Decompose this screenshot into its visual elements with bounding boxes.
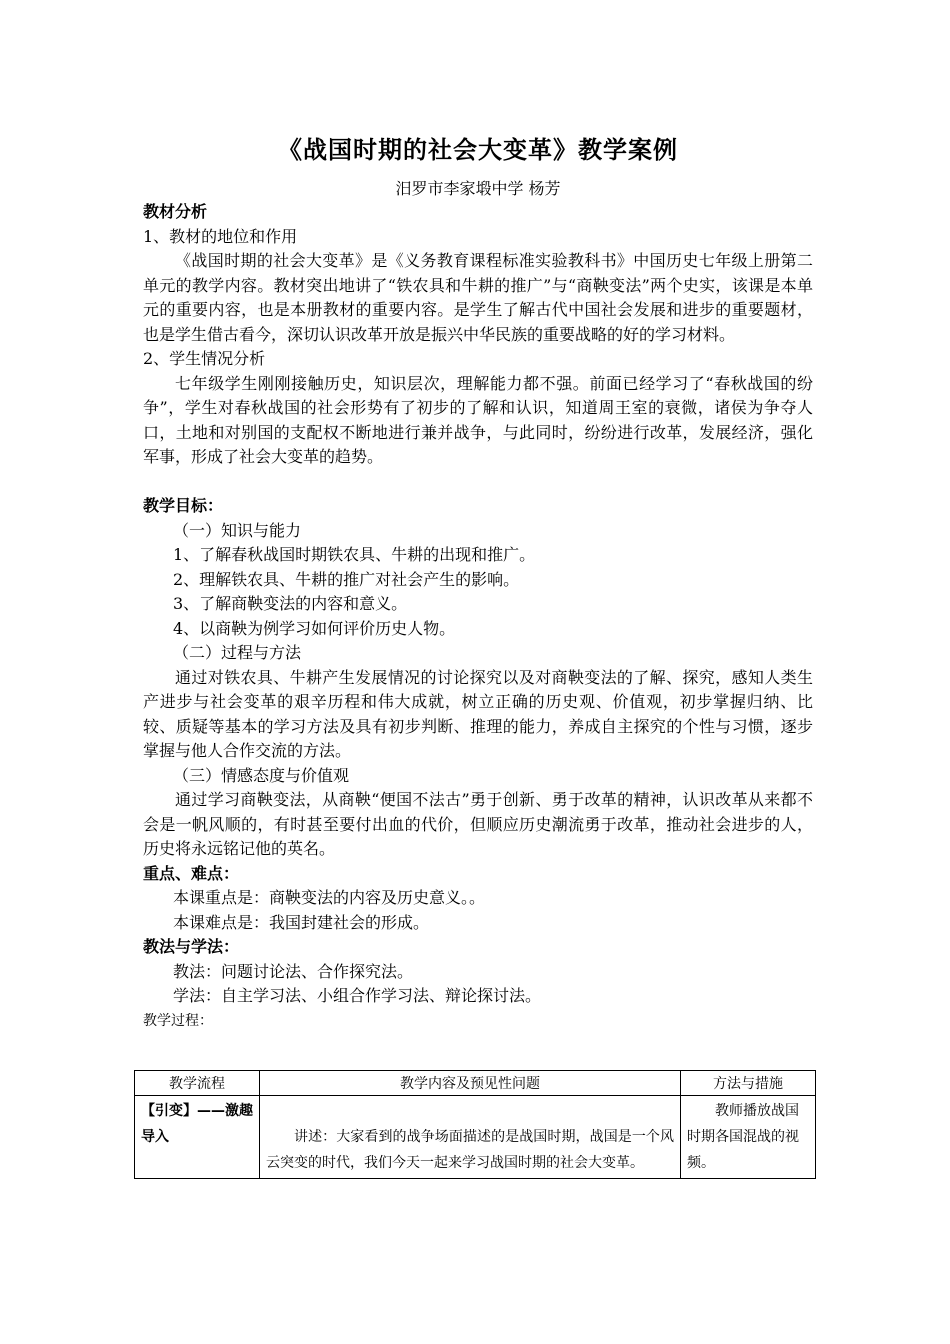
column-header-method: 方法与措施 bbox=[681, 1071, 816, 1096]
document-title: 《战国时期的社会大变革》教学案例 bbox=[278, 136, 678, 164]
process-label: 教学过程： bbox=[143, 1012, 213, 1029]
paragraph-students: 七年级学生刚刚接触历史，知识层次，理解能力都不强。前面已经学习了“春秋战国的纷争”，学生对春秋战国的社会形势有了初步的了解和认识，知道周王室的衰微，诸侯为争夺人口，土地和对别国的支配权不断地进行兼并战争，与此同时，纷纷进行改革，发展经济，强化军事，形成了社会大变革的趋势。 bbox=[143, 373, 813, 466]
paragraph-position: 《战国时期的社会大变革》是《义务教育课程标准实验教科书》中国历史七年级上册第二单元的教学内容。教材突出地讲了“铁农具和牛耕的推广”与“商鞅变法”两个史实，该课是本单元的重要内容，也是本册教材的重要内容。是学生了解古代中国社会发展和进步的重要题材，也是学生借古看今，深切认识改革开放是振兴中华民族的重要战略的好的学习材料。 bbox=[143, 251, 813, 344]
table-row bbox=[135, 1096, 816, 1179]
section-heading-keypoints: 重点、难点： bbox=[143, 863, 240, 883]
author-line: 汨罗市李家塅中学 杨芳 bbox=[395, 179, 561, 198]
difficulty-text: 本课难点是：我国封建社会的形成。 bbox=[173, 912, 430, 932]
goal-heading-knowledge: （一）知识与能力 bbox=[173, 520, 302, 540]
section-heading-textbook: 教材分析 bbox=[143, 202, 208, 221]
column-header-stage: 教学流程 bbox=[135, 1071, 260, 1096]
goal-item: 3、了解商鞅变法的内容和意义。 bbox=[173, 594, 408, 613]
content-text: 讲述：大家看到的战争场面描述的是战国时期，战国是一个风云突变的时代，我们今天一起来学习战国时期的社会大变革。 bbox=[266, 1129, 674, 1171]
paragraph-process: 通过对铁农具、牛耕产生发展情况的讨论探究以及对商鞅变法的了解、探究，感知人类生产进步与社会变革的艰辛历程和伟大成就，树立正确的历史观、价值观，初步掌握归纳、比较、质疑等基本的学习方法及具有初步判断、推理的能力，养成自主探究的个性与习惯，逐步掌握与他人合作交流的方法。 bbox=[143, 667, 813, 760]
subheading-position: 1、教材的地位和作用 bbox=[143, 226, 298, 246]
process-table bbox=[134, 1070, 816, 1179]
table-cell-method: 教师播放战国时期各国混战的视频。 bbox=[681, 1096, 816, 1179]
goal-item: 4、以商鞅为例学习如何评价历史人物。 bbox=[173, 618, 456, 638]
goal-item: 2、理解铁农具、牛耕的推广对社会产生的影响。 bbox=[173, 569, 520, 589]
table-cell-stage: 【引变】——激趣导入 bbox=[135, 1096, 260, 1179]
table-header-row bbox=[135, 1071, 816, 1096]
document-body bbox=[143, 200, 813, 1033]
table-cell-content bbox=[260, 1096, 681, 1179]
section-heading-goals: 教学目标： bbox=[143, 496, 224, 515]
teaching-method-text: 教法：问题讨论法、合作探究法。 bbox=[173, 961, 414, 981]
goal-heading-process: （二）过程与方法 bbox=[173, 643, 302, 662]
goal-heading-emotion: （三）情感态度与价值观 bbox=[173, 765, 350, 785]
section-heading-methods: 教法与学法： bbox=[143, 937, 240, 956]
goal-item: 1、了解春秋战国时期铁农具、牛耕的出现和推广。 bbox=[173, 545, 536, 564]
keypoint-text: 本课重点是：商鞅变法的内容及历史意义。。 bbox=[173, 888, 486, 907]
column-header-content: 教学内容及预见性问题 bbox=[260, 1071, 681, 1096]
learning-method-text: 学法：自主学习法、小组合作学习法、辩论探讨法。 bbox=[173, 986, 542, 1005]
paragraph-emotion: 通过学习商鞅变法，从商鞅“便国不法古”勇于创新、勇于改革的精神，认识改革从来都不会是一帆风顺的，有时甚至要付出血的代价，但顺应历史潮流勇于改革，推动社会进步的人，历史将永远铭记他的英名。 bbox=[143, 790, 813, 858]
blank-line bbox=[143, 470, 813, 495]
subheading-students: 2、学生情况分析 bbox=[143, 349, 266, 368]
